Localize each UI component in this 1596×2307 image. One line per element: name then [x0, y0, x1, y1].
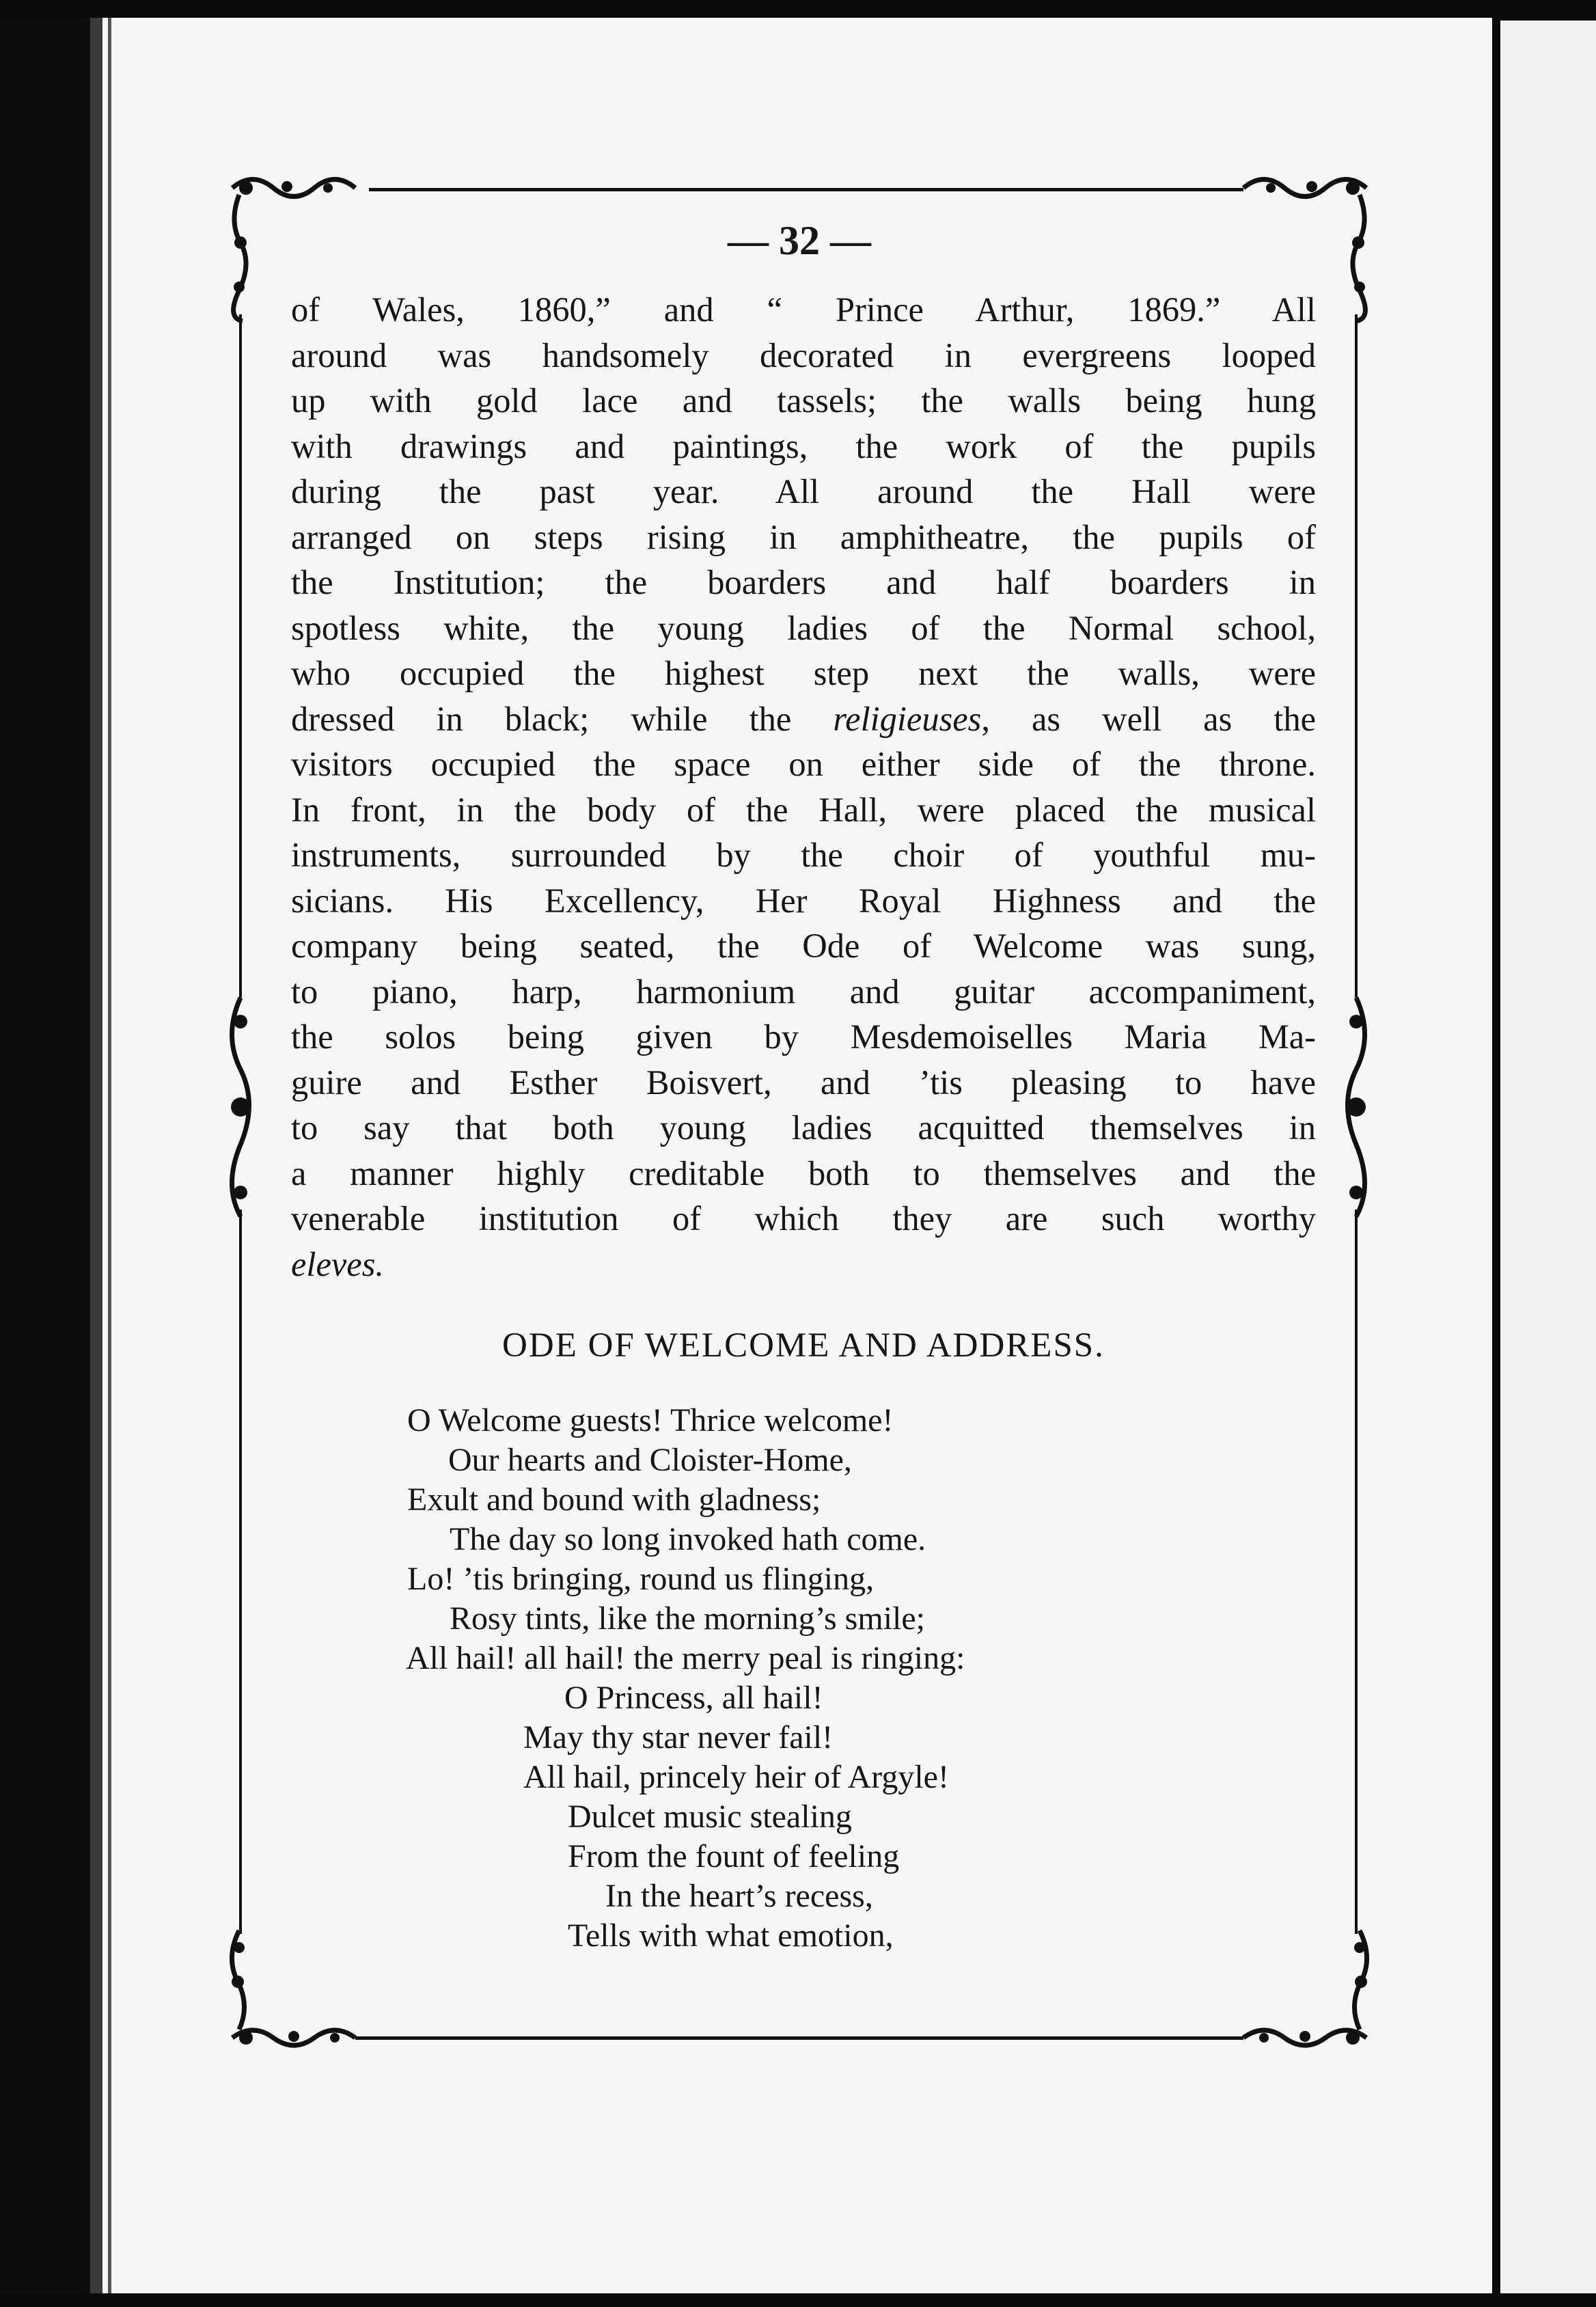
poem-line: The day so long invoked hath come. [450, 1521, 926, 1557]
paragraph-line: venerable institution of which they are such worthy [291, 1199, 1316, 1238]
paragraph-line: the solos being given by Mesdemoiselles Maria Ma- [291, 1018, 1316, 1056]
paragraph-line: during the past year. All around the Hall were [291, 472, 1316, 510]
corner-ornament-bottom-left-icon [219, 1927, 369, 2057]
line-text: , as well as the [981, 699, 1317, 738]
paragraph-line: around was handsomely decorated in evergreens looped [291, 336, 1316, 374]
page-number: — 32 — [728, 218, 871, 263]
paragraph-line: instruments, surrounded by the choir of youthful mu- [291, 836, 1316, 874]
paragraph-line: spotless white, the young ladies of the Normal school, [291, 608, 1316, 647]
poem-line: O Princess, all hail! [564, 1680, 823, 1716]
paragraph-line: to say that both young ladies acquitted themselves in [291, 1108, 1316, 1147]
poem-line: O Welcome guests! Thrice welcome! [407, 1402, 894, 1438]
paragraph-line [291, 696, 1316, 742]
paragraph-line: who occupied the highest step next the walls, were [291, 654, 1316, 692]
frame-right-rule-upper [1355, 314, 1358, 998]
paragraph-line: sicians. His Excellency, Her Royal Highness and the [291, 881, 1316, 920]
paragraph-line: In front, in the body of the Hall, were placed the musical [291, 790, 1316, 829]
frame-bottom-rule [355, 2036, 1243, 2040]
paragraph-line: guire and Esther Boisvert, and ’tis pleasing to have [291, 1063, 1316, 1102]
frame-right-rule-lower [1355, 1210, 1358, 1934]
paragraph-line: the Institution; the boarders and half boarders in [291, 563, 1316, 601]
poem-line: May thy star never fail! [523, 1719, 834, 1756]
paragraph-line: a manner highly creditable both to themselves and the [291, 1154, 1316, 1192]
frame-left-rule-upper [239, 314, 242, 998]
side-ornament-left-icon [220, 994, 261, 1220]
frame-top-rule [369, 188, 1243, 191]
poem-line: All hail, princely heir of Argyle! [523, 1759, 949, 1795]
scan-top-edge [0, 0, 1596, 18]
poem-line: Rosy tints, like the morning’s smile; [450, 1600, 925, 1637]
poem-line: Exult and bound with gladness; [407, 1482, 821, 1518]
poem-line: From the fount of feeling [568, 1838, 900, 1874]
scan-bottom-edge [0, 2293, 1596, 2307]
paragraph-line: company being seated, the Ode of Welcome was sung, [291, 927, 1316, 965]
line-text: dressed in black; while the [291, 699, 792, 738]
corner-ornament-bottom-right-icon [1230, 1927, 1380, 2057]
poem-line: In the heart’s recess, [605, 1878, 873, 1914]
paragraph-line: up with gold lace and tassels; the walls being hung [291, 381, 1316, 420]
paragraph-line: arranged on steps rising in amphitheatre, the pupils of [291, 517, 1316, 556]
body-paragraph [291, 287, 1316, 1287]
facing-page-edge [1500, 21, 1596, 2307]
poem-line: All hail! all hail! the merry peal is ringing: [406, 1640, 965, 1676]
paragraph-line: of Wales, 1860,” and “ Prince Arthur, 1869.” All [291, 290, 1316, 329]
paragraph-line: visitors occupied the space on either side of the throne. [291, 745, 1316, 783]
poem-line: Our hearts and Cloister-Home, [448, 1442, 852, 1478]
page-spine-shadow [90, 18, 102, 2293]
paragraph-line: to piano, harp, harmonium and guitar accompaniment, [291, 972, 1316, 1011]
italic-word: religieuses [833, 699, 982, 738]
page-spine-line [108, 18, 111, 2293]
poem-line: Tells with what emotion, [568, 1917, 894, 1954]
poem-line: Dulcet music stealing [568, 1799, 852, 1835]
side-ornament-right-icon [1336, 994, 1377, 1220]
frame-left-rule-lower [239, 1210, 242, 1934]
section-heading: ODE OF WELCOME AND ADDRESS. [502, 1326, 1105, 1365]
paragraph-line: with drawings and paintings, the work of the pupils [291, 426, 1316, 465]
poem-line: Lo! ’tis bringing, round us flinging, [407, 1561, 875, 1597]
paragraph-line: eleves. [291, 1244, 384, 1283]
